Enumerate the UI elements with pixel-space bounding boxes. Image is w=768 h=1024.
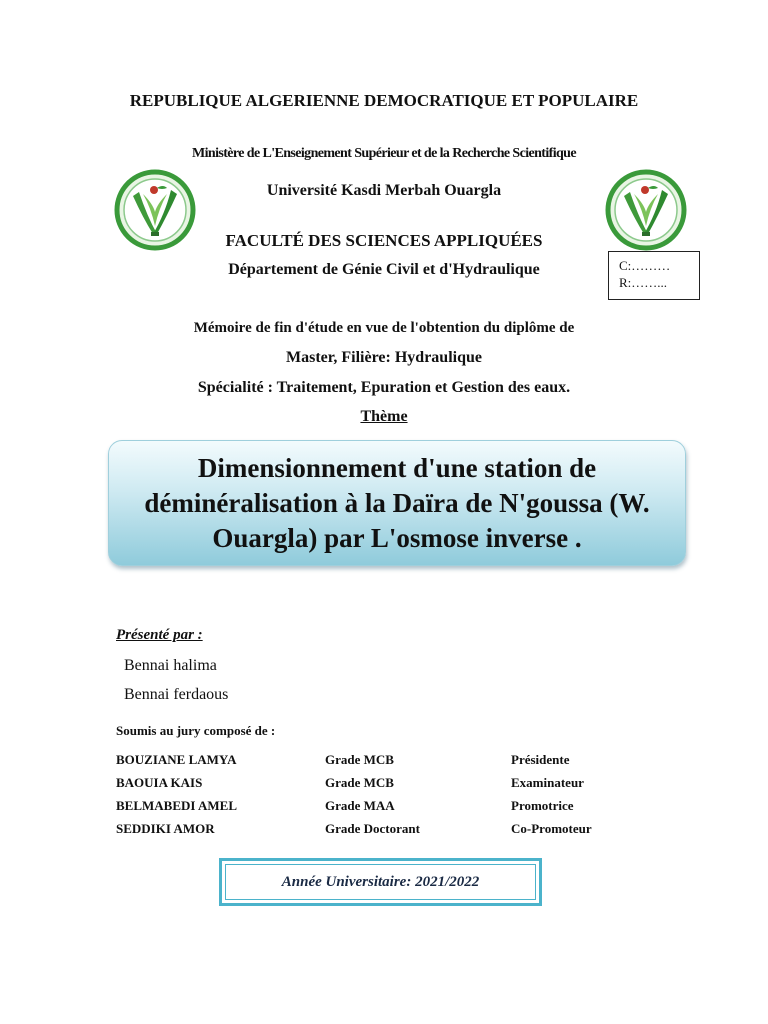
jury-row <box>116 798 656 821</box>
faculty-name: FACULTÉ DES SCIENCES APPLIQUÉES <box>225 231 543 250</box>
master-line: Master, Filière: Hydraulique <box>286 349 482 366</box>
jury-member-role: Promotrice <box>511 798 574 813</box>
university-logo-icon <box>113 168 197 252</box>
reference-c: C:……… <box>619 258 671 273</box>
university-logo-icon <box>604 168 688 252</box>
university-name: Université Kasdi Merbah Ouargla <box>266 182 502 199</box>
academic-year-frame <box>219 858 542 906</box>
memoire-line: Mémoire de fin d'étude en vue de l'obtention du diplôme de <box>193 320 575 336</box>
jury-member-role: Co-Promoteur <box>511 821 592 836</box>
jury-member-name: BOUZIANE LAMYA <box>116 752 237 767</box>
jury-label: Soumis au jury composé de : <box>116 723 276 738</box>
author-name: Bennai halima <box>124 657 217 674</box>
jury-member-grade: Grade MAA <box>325 798 395 813</box>
thesis-title: Dimensionnement d'une station de déminéralisation à la Daïra de N'goussa (W. Ouargla) par L'osmose inverse . <box>144 452 650 553</box>
department-name: Département de Génie Civil et d'Hydraulique <box>228 261 540 278</box>
jury-row <box>116 752 656 775</box>
jury-member-role: Présidente <box>511 752 570 767</box>
thesis-title-box <box>108 440 686 566</box>
jury-row <box>116 821 656 844</box>
jury-member-name: BAOUIA KAIS <box>116 775 203 790</box>
jury-member-grade: Grade Doctorant <box>325 821 420 836</box>
theme-label: Thème <box>360 408 408 425</box>
ministry-heading: Ministère de L'Enseignement Supérieur et de la Recherche Scientifique <box>191 146 576 161</box>
jury-member-grade: Grade MCB <box>325 752 394 767</box>
jury-member-grade: Grade MCB <box>325 775 394 790</box>
specialite-line: Spécialité : Traitement, Epuration et Gestion des eaux. <box>197 379 571 396</box>
jury-table <box>116 752 656 844</box>
jury-member-name: BELMABEDI AMEL <box>116 798 237 813</box>
academic-year: Année Universitaire: 2021/2022 <box>225 864 536 900</box>
reference-r: R:……... <box>619 275 668 290</box>
jury-member-name: SEDDIKI AMOR <box>116 821 215 836</box>
reference-box <box>608 251 700 300</box>
republic-heading: REPUBLIQUE ALGERIENNE DEMOCRATIQUE ET POPULAIRE <box>129 91 639 110</box>
jury-row <box>116 775 656 798</box>
presented-by-label: Présenté par : <box>116 627 203 643</box>
author-name: Bennai ferdaous <box>124 686 229 703</box>
jury-member-role: Examinateur <box>511 775 584 790</box>
